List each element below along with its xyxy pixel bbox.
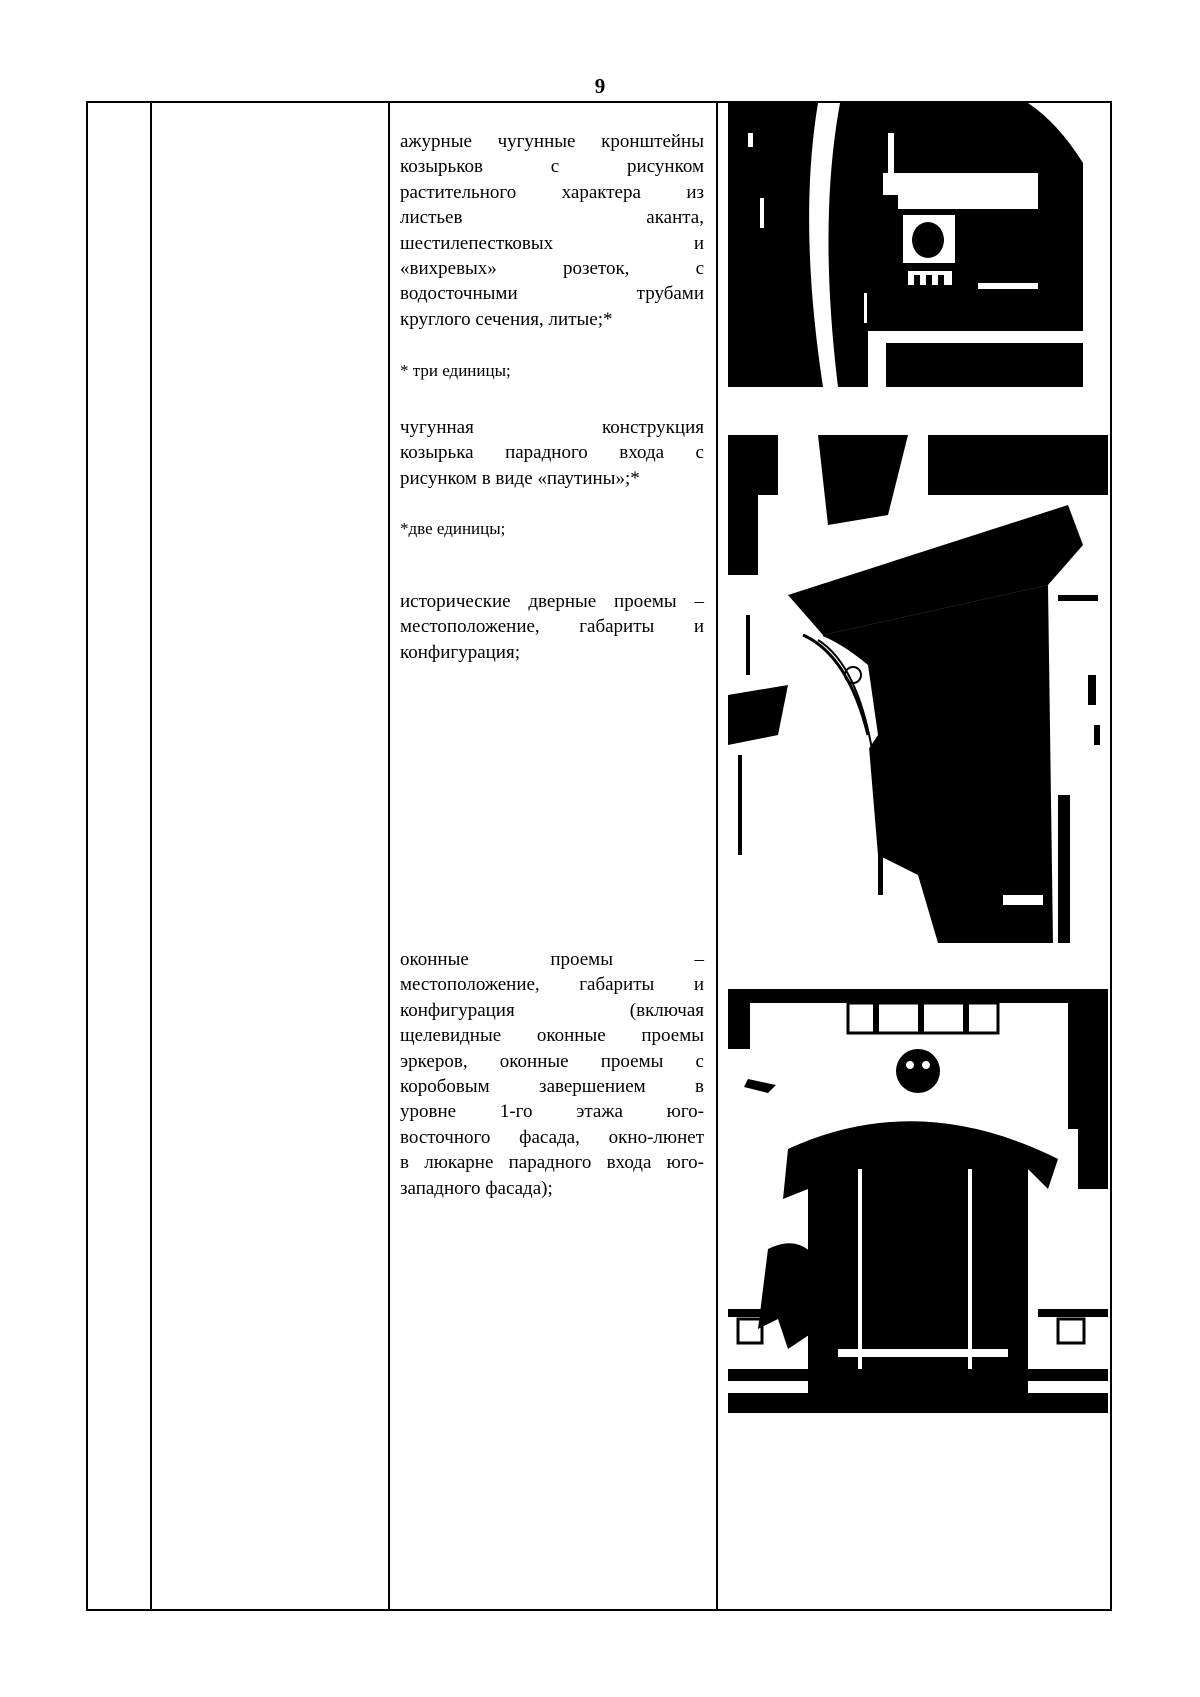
column-divider-2 xyxy=(388,103,390,1609)
text-line: водосточными трубами xyxy=(400,283,704,305)
text-line: ажурные чугунные кронштейны xyxy=(400,131,704,152)
text-line: конфигурация; xyxy=(400,641,520,663)
photo-entrance-canopy xyxy=(728,435,1108,943)
text-line: листьев аканта, xyxy=(400,207,704,229)
text-line: рисунком в виде «паутины»;* xyxy=(400,467,640,489)
text-line: уровне 1-го этажа юго- xyxy=(400,1101,704,1123)
paragraph-brackets xyxy=(400,129,704,332)
paragraph-windows xyxy=(400,947,704,1201)
text-line: чугунная конструкция xyxy=(400,417,704,438)
text-line: конфигурация (включая xyxy=(400,999,704,1021)
text-line: козырька парадного входа с xyxy=(400,442,704,464)
photo-bracket-detail xyxy=(728,103,1108,387)
heritage-table xyxy=(86,101,1112,1611)
text-line: западного фасада); xyxy=(400,1177,553,1199)
text-line: местоположение, габариты и xyxy=(400,974,704,996)
text-line: оконные проемы – xyxy=(400,949,704,970)
text-line: щелевидные оконные проемы xyxy=(400,1025,704,1047)
column-divider-3 xyxy=(716,103,718,1609)
page-number: 9 xyxy=(594,74,606,98)
text-line: восточного фасада, окно-люнет xyxy=(400,1126,704,1148)
text-line: местоположение, габариты и xyxy=(400,616,704,638)
text-line: растительного характера из xyxy=(400,181,704,203)
text-line: в люкарне парадного входа юго- xyxy=(400,1152,704,1174)
column-divider-1 xyxy=(150,103,152,1609)
note-two-units: *две единицы; xyxy=(400,519,506,538)
paragraph-canopy xyxy=(400,415,704,491)
note-three-units: * три единицы; xyxy=(400,361,511,380)
text-line: круглого сечения, литые;* xyxy=(400,308,613,330)
text-line: «вихревых» розеток, с xyxy=(400,258,704,280)
text-line: эркеров, оконные проемы с xyxy=(400,1050,704,1072)
photo-portal-facade xyxy=(728,989,1108,1413)
paragraph-doors xyxy=(400,589,704,665)
text-line: козырьков с рисунком xyxy=(400,156,704,178)
text-line: исторические дверные проемы – xyxy=(400,591,704,612)
text-line: коробовым завершением в xyxy=(400,1076,704,1098)
text-line: шестилепестковых и xyxy=(400,232,704,254)
